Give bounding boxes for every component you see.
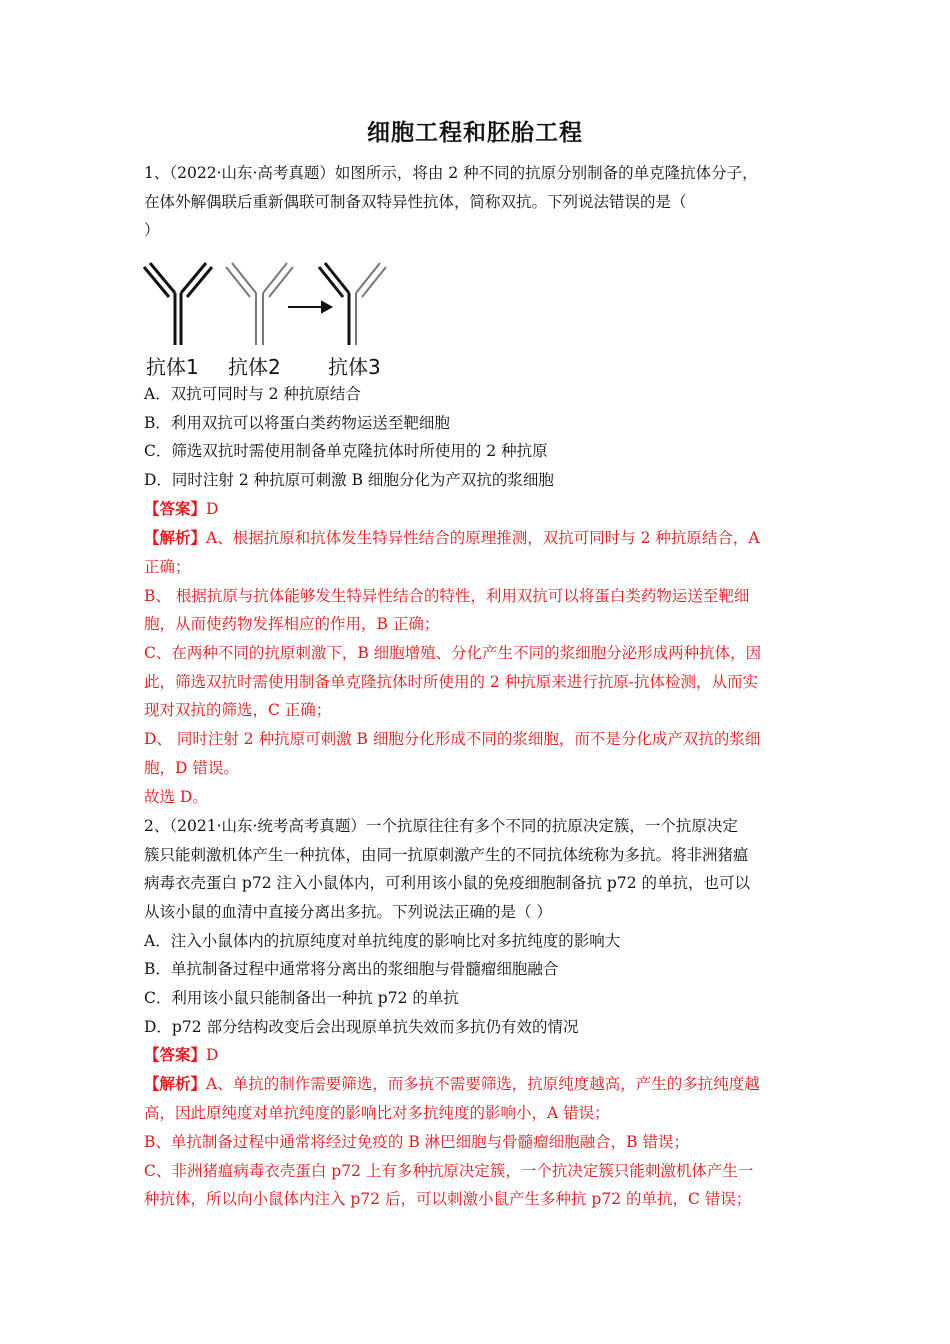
figure-label-antibody-2: 抗体2 <box>228 355 281 379</box>
q1-answer-value: D <box>206 500 219 518</box>
q2-option-c: C．利用该小鼠只能制备出一种抗 p72 的单抗 <box>144 989 459 1007</box>
q1-option-a: A．双抗可同时与 2 种抗原结合 <box>144 385 361 403</box>
q1-stem-line-2: 在体外解偶联后重新偶联可制备双特异性抗体，简称双抗。下列说法错误的是（ <box>144 193 687 211</box>
q1-analysis-tag: 【解析】 <box>144 528 207 547</box>
q2-analysis-line: C、非洲猪瘟病毒衣壳蛋白 p72 上有多种抗原决定簇，一个抗决定簇只能刺激机体产生一 <box>144 1162 754 1180</box>
q1-option-d: D．同时注射 2 种抗原可刺激 B 细胞分化为产双抗的浆细胞 <box>144 471 554 489</box>
figure-label-antibody-3: 抗体3 <box>328 355 381 379</box>
page-title: 细胞工程和胚胎工程 <box>367 119 583 146</box>
q2-stem-line-1: 2、（2021·山东·统考高考真题）一个抗原往往有多个不同的抗原决定簇，一个抗原决定 <box>144 817 738 835</box>
q2-stem-line-2: 簇只能刺激机体产生一种抗体，由同一抗原刺激产生的不同抗体统称为多抗。将非洲猪瘟 <box>144 846 749 864</box>
q2-analysis-text: A、单抗的制作需要筛选，而多抗不需要筛选，抗原纯度越高，产生的多抗纯度越 <box>206 1075 760 1093</box>
q2-answer-value: D <box>206 1046 219 1064</box>
q2-answer-tag: 【答案】 <box>144 1045 207 1064</box>
q1-analysis-line: B、 根据抗原与抗体能够发生特异性结合的特性，利用双抗可以将蛋白类药物运送至靶细 <box>144 587 750 605</box>
figure-label-antibody-1: 抗体1 <box>146 355 199 379</box>
q1-analysis-first-line <box>144 528 824 548</box>
q1-analysis-line: 现对双抗的筛选，C 正确； <box>144 701 332 719</box>
q2-option-a: A．注入小鼠体内的抗原纯度对单抗纯度的影响比对多抗纯度的影响大 <box>144 932 621 950</box>
q1-answer-tag: 【答案】 <box>144 499 207 518</box>
q1-analysis-line: C、在两种不同的抗原刺激下，B 细胞增殖、分化产生不同的浆细胞分泌形成两种抗体，因 <box>144 644 762 662</box>
q1-analysis-line: 正确； <box>144 558 191 576</box>
q2-analysis-line: B、单抗制备过程中通常将经过免疫的 B 淋巴细胞与骨髓瘤细胞融合，B 错误； <box>144 1133 689 1151</box>
q2-analysis-first-line <box>144 1074 824 1094</box>
antibody-1-shape <box>144 263 212 345</box>
q2-analysis-line: 高，因此原纯度对单抗纯度的影响比对多抗纯度的影响小，A 错误； <box>144 1104 610 1122</box>
q1-analysis-line: 此，筛选双抗时需使用制备单克隆抗体时所使用的 2 种抗原来进行抗原-抗体检测，从而实 <box>144 673 758 691</box>
q1-stem-line-3: ） <box>144 221 160 239</box>
q1-answer-line <box>144 499 824 519</box>
q2-option-d: D．p72 部分结构改变后会出现原单抗失效而多抗仍有效的情况 <box>144 1018 579 1036</box>
antibody-figure <box>140 255 400 379</box>
q2-answer-line <box>144 1045 824 1065</box>
q2-option-b: B．单抗制备过程中通常将分离出的浆细胞与骨髓瘤细胞融合 <box>144 960 559 978</box>
q1-analysis-line: 胞，从而使药物发挥相应的作用，B 正确； <box>144 615 440 633</box>
q1-stem-line-1: 1、（2022·山东·高考真题）如图所示，将由 2 种不同的抗原分别制备的单克隆抗体分子， <box>144 164 758 182</box>
q1-option-c: C．筛选双抗时需使用制备单克隆抗体时所使用的 2 种抗原 <box>144 442 548 460</box>
q1-analysis-line: D、 同时注射 2 种抗原可刺激 B 细胞分化形成不同的浆细胞，而不是分化成产双抗的浆细 <box>144 730 761 748</box>
q2-stem-line-3: 病毒衣壳蛋白 p72 注入小鼠体内，可利用该小鼠的免疫细胞制备抗 p72 的单抗，也可以 <box>144 874 751 892</box>
antibody-3-shape <box>319 263 386 345</box>
q1-conclusion: 故选 D。 <box>144 788 208 806</box>
arrow-icon <box>288 302 331 312</box>
antibody-2-shape <box>226 263 293 345</box>
q1-analysis-line: 胞，D 错误。 <box>144 759 239 777</box>
q2-analysis-tag: 【解析】 <box>144 1074 207 1093</box>
q1-analysis-text: A、根据抗原和抗体发生特异性结合的原理推测，双抗可同时与 2 种抗原结合，A <box>206 529 760 547</box>
antibody-diagram <box>140 255 400 350</box>
q2-analysis-line: 种抗体，所以向小鼠体内注入 p72 后，可以刺激小鼠产生多种抗 p72 的单抗，C 错误； <box>144 1190 752 1208</box>
q2-stem-line-4: 从该小鼠的血清中直接分离出多抗。下列说法正确的是（ ） <box>144 903 552 921</box>
q1-option-b: B．利用双抗可以将蛋白类药物运送至靶细胞 <box>144 414 450 432</box>
